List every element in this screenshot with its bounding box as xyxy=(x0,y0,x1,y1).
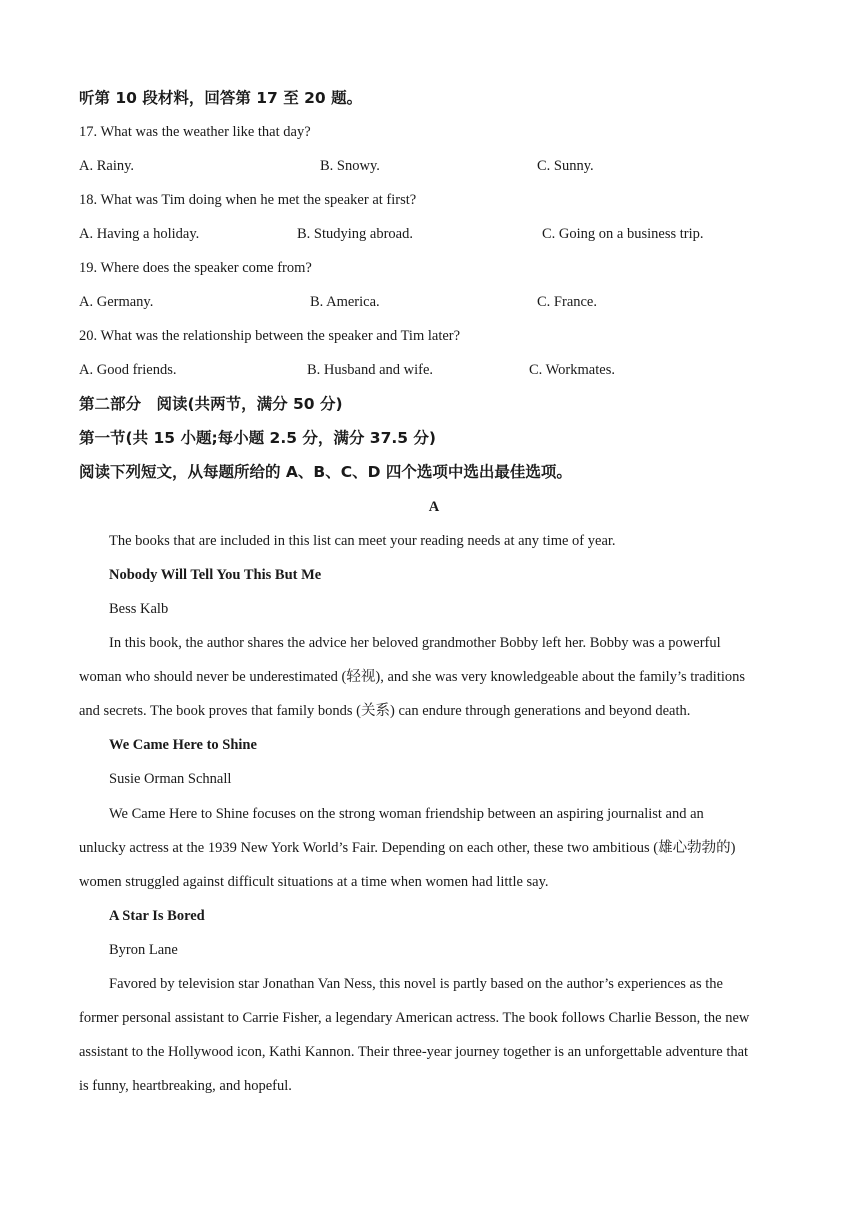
question-19-option-a: A. Germany. xyxy=(79,294,154,310)
question-17: 17. What was the weather like that day? xyxy=(79,124,311,140)
book-1-line-1: In this book, the author shares the advice her beloved grandmother Bobby left her. Bobby was a powerful xyxy=(109,635,721,651)
question-17-option-c: C. Sunny. xyxy=(537,158,594,174)
question-20-option-c: C. Workmates. xyxy=(529,362,615,378)
book-3-line-3: assistant to the Hollywood icon, Kathi Kannon. Their three-year journey together is an unforgettable adventure that xyxy=(79,1044,749,1060)
question-17-option-b: B. Snowy. xyxy=(320,158,380,174)
book-title-3: A Star Is Bored xyxy=(109,908,205,924)
book-author-1: Bess Kalb xyxy=(109,601,169,617)
book-2-line-1: We Came Here to Shine focuses on the strong woman friendship between an aspiring journalist and an xyxy=(109,806,704,822)
book-2-line-3: women struggled against difficult situations at a time when women had little say. xyxy=(79,874,549,890)
question-19-option-c: C. France. xyxy=(537,294,597,310)
book-author-3: Byron Lane xyxy=(109,942,178,958)
question-18: 18. What was Tim doing when he met the speaker at first? xyxy=(79,192,417,208)
question-20-option-a: A. Good friends. xyxy=(79,362,177,378)
question-17-option-a: A. Rainy. xyxy=(79,158,135,174)
reading-section-heading: 第一节(共 15 小题;每小题 2.5 分，满分 37.5 分) xyxy=(79,429,437,447)
book-title-2: We Came Here to Shine xyxy=(109,737,257,753)
book-2-line-2: unlucky actress at the 1939 New York World’s Fair. Depending on each other, these two ambitious (雄心勃勃的) xyxy=(79,840,736,856)
question-19-option-b: B. America. xyxy=(310,294,380,310)
book-1-line-3: and secrets. The book proves that family bonds (关系) can endure through generations and beyond death. xyxy=(79,703,691,719)
question-20: 20. What was the relationship between the speaker and Tim later? xyxy=(79,328,461,344)
book-3-line-1: Favored by television star Jonathan Van Ness, this novel is partly based on the author’s experiences as the xyxy=(109,976,723,992)
book-title-1: Nobody Will Tell You This But Me xyxy=(109,567,322,583)
book-3-line-4: is funny, heartbreaking, and hopeful. xyxy=(79,1078,292,1094)
book-3-line-2: former personal assistant to Carrie Fisher, a legendary American actress. The book follows Charlie Besson, the new xyxy=(79,1010,750,1026)
passage-intro: The books that are included in this list can meet your reading needs at any time of year. xyxy=(109,533,616,549)
book-author-2: Susie Orman Schnall xyxy=(109,771,232,787)
question-18-option-a: A. Having a holiday. xyxy=(79,226,200,242)
reading-instruction: 阅读下列短文，从每题所给的 A、B、C、D 四个选项中选出最佳选项。 xyxy=(79,463,572,481)
reading-part-heading: 第二部分 阅读(共两节，满分 50 分) xyxy=(79,395,343,413)
question-19: 19. Where does the speaker come from? xyxy=(79,260,312,276)
passage-letter: A xyxy=(428,499,440,515)
question-18-option-c: C. Going on a business trip. xyxy=(542,226,704,242)
question-20-option-b: B. Husband and wife. xyxy=(307,362,434,378)
question-18-option-b: B. Studying abroad. xyxy=(297,226,413,242)
book-1-line-2: woman who should never be underestimated (轻视), and she was very knowledgeable about the family’s traditions xyxy=(79,669,746,685)
listening-section-heading: 听第 10 段材料，回答第 17 至 20 题。 xyxy=(79,89,363,107)
